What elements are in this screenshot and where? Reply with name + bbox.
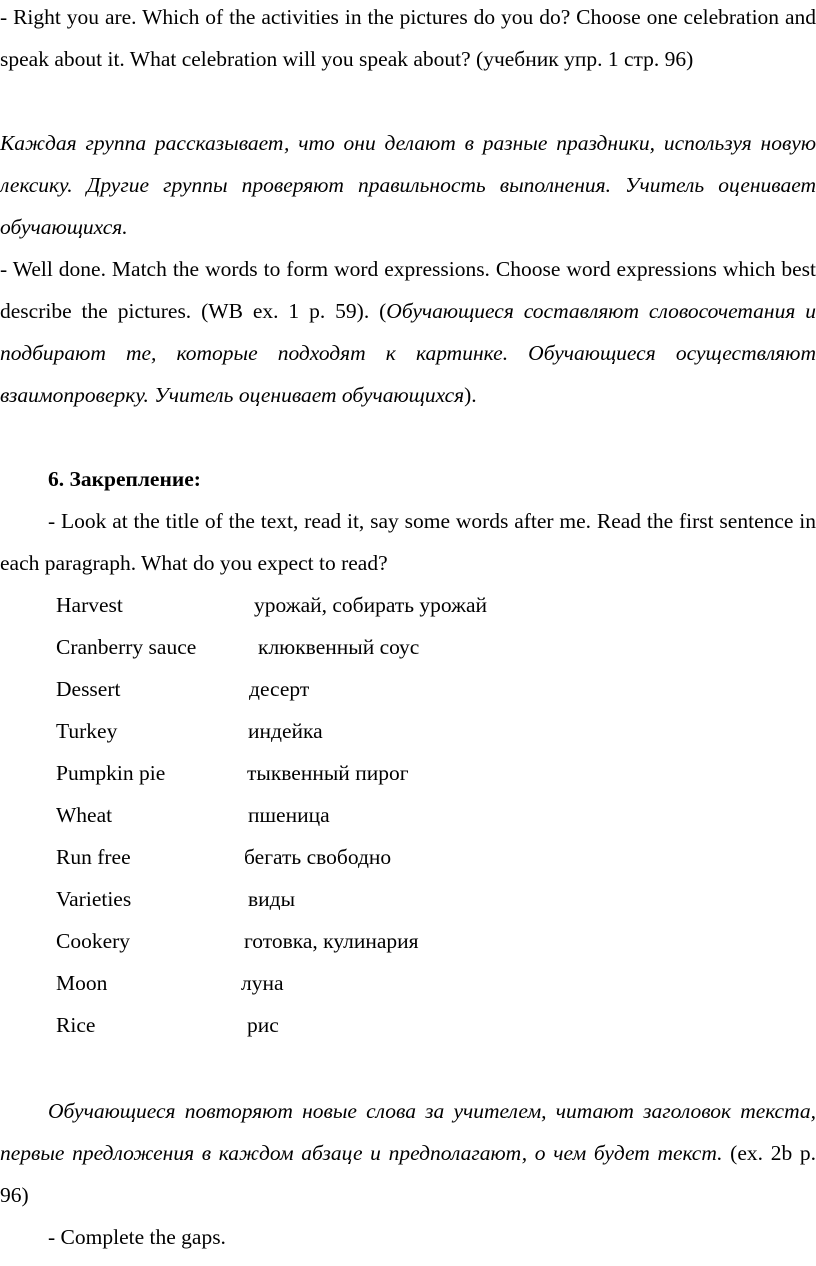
paragraph-match-words-end: ).	[464, 383, 477, 407]
vocabulary-english: Dessert	[56, 677, 121, 701]
paragraph-complete-gaps: - Complete the gaps.	[48, 1225, 226, 1249]
paragraph-match-words	[0, 248, 816, 416]
vocabulary-russian: урожай, собирать урожай	[254, 593, 488, 617]
paragraph-group-work-text: Каждая группа рассказывает, что они делают в разные праздники, используя новую лексику. Другие группы проверяют правильность выполнения. Учитель оценивает обучающихся.	[0, 131, 816, 239]
vocabulary-english: Cranberry sauce	[56, 635, 197, 659]
paragraph-intro	[0, 0, 816, 80]
vocabulary-english: Run free	[56, 845, 131, 869]
paragraph-look-title-text: - Look at the title of the text, read it, say some words after me. Read the first sentence in each paragraph. What do you expect to read?	[0, 509, 816, 575]
vocabulary-russian: пшеница	[248, 803, 330, 827]
vocabulary-english: Varieties	[56, 887, 132, 911]
section-heading: 6. Закрепление:	[48, 467, 201, 491]
paragraph-look-title	[0, 500, 816, 584]
vocabulary-russian: готовка, кулинария	[244, 929, 419, 953]
vocabulary-english: Pumpkin pie	[56, 761, 166, 785]
vocabulary-english: Wheat	[56, 803, 113, 827]
vocabulary-russian: рис	[247, 1013, 279, 1037]
vocabulary-english: Harvest	[56, 593, 123, 617]
vocabulary-english: Cookery	[56, 929, 131, 953]
paragraph-students-repeat	[0, 1090, 816, 1216]
paragraph-group-work	[0, 122, 816, 248]
vocabulary-russian: бегать свободно	[244, 845, 392, 869]
vocabulary-english: Rice	[56, 1013, 96, 1037]
paragraph-students-repeat-ref: (ex. 2b p. 96)	[0, 1141, 816, 1207]
vocabulary-russian: виды	[248, 887, 296, 911]
vocabulary-russian: индейка	[248, 719, 323, 743]
vocabulary-english: Turkey	[56, 719, 118, 743]
paragraph-intro-text: - Right you are. Which of the activities in the pictures do you do? Choose one celebration and speak about it. What celebration will you speak about? (учебник упр. 1 стр. 96)	[0, 5, 816, 71]
vocabulary-english: Moon	[56, 971, 108, 995]
paragraph-match-words-text: - Well done. Match the words to form word expressions. Choose word expressions which best describe the pictures. (WB ex. 1 p. 59). (	[0, 257, 816, 323]
vocabulary-russian: клюквенный соус	[258, 635, 420, 659]
vocabulary-russian: луна	[241, 971, 284, 995]
vocabulary-russian: тыквенный пирог	[247, 761, 409, 785]
vocabulary-russian: десерт	[249, 677, 310, 701]
paragraph-match-words-italic: Обучающиеся составляют словосочетания и подбирают те, которые подходят к картинке. Обучающиеся осуществляют взаимопроверку. Учитель оценивает обучающихся	[0, 299, 816, 407]
paragraph-students-repeat-italic: Обучающиеся повторяют новые слова за учителем, читают заголовок текста, первые предложения в каждом абзаце и предполагают, о чем будет текст.	[0, 1099, 816, 1165]
